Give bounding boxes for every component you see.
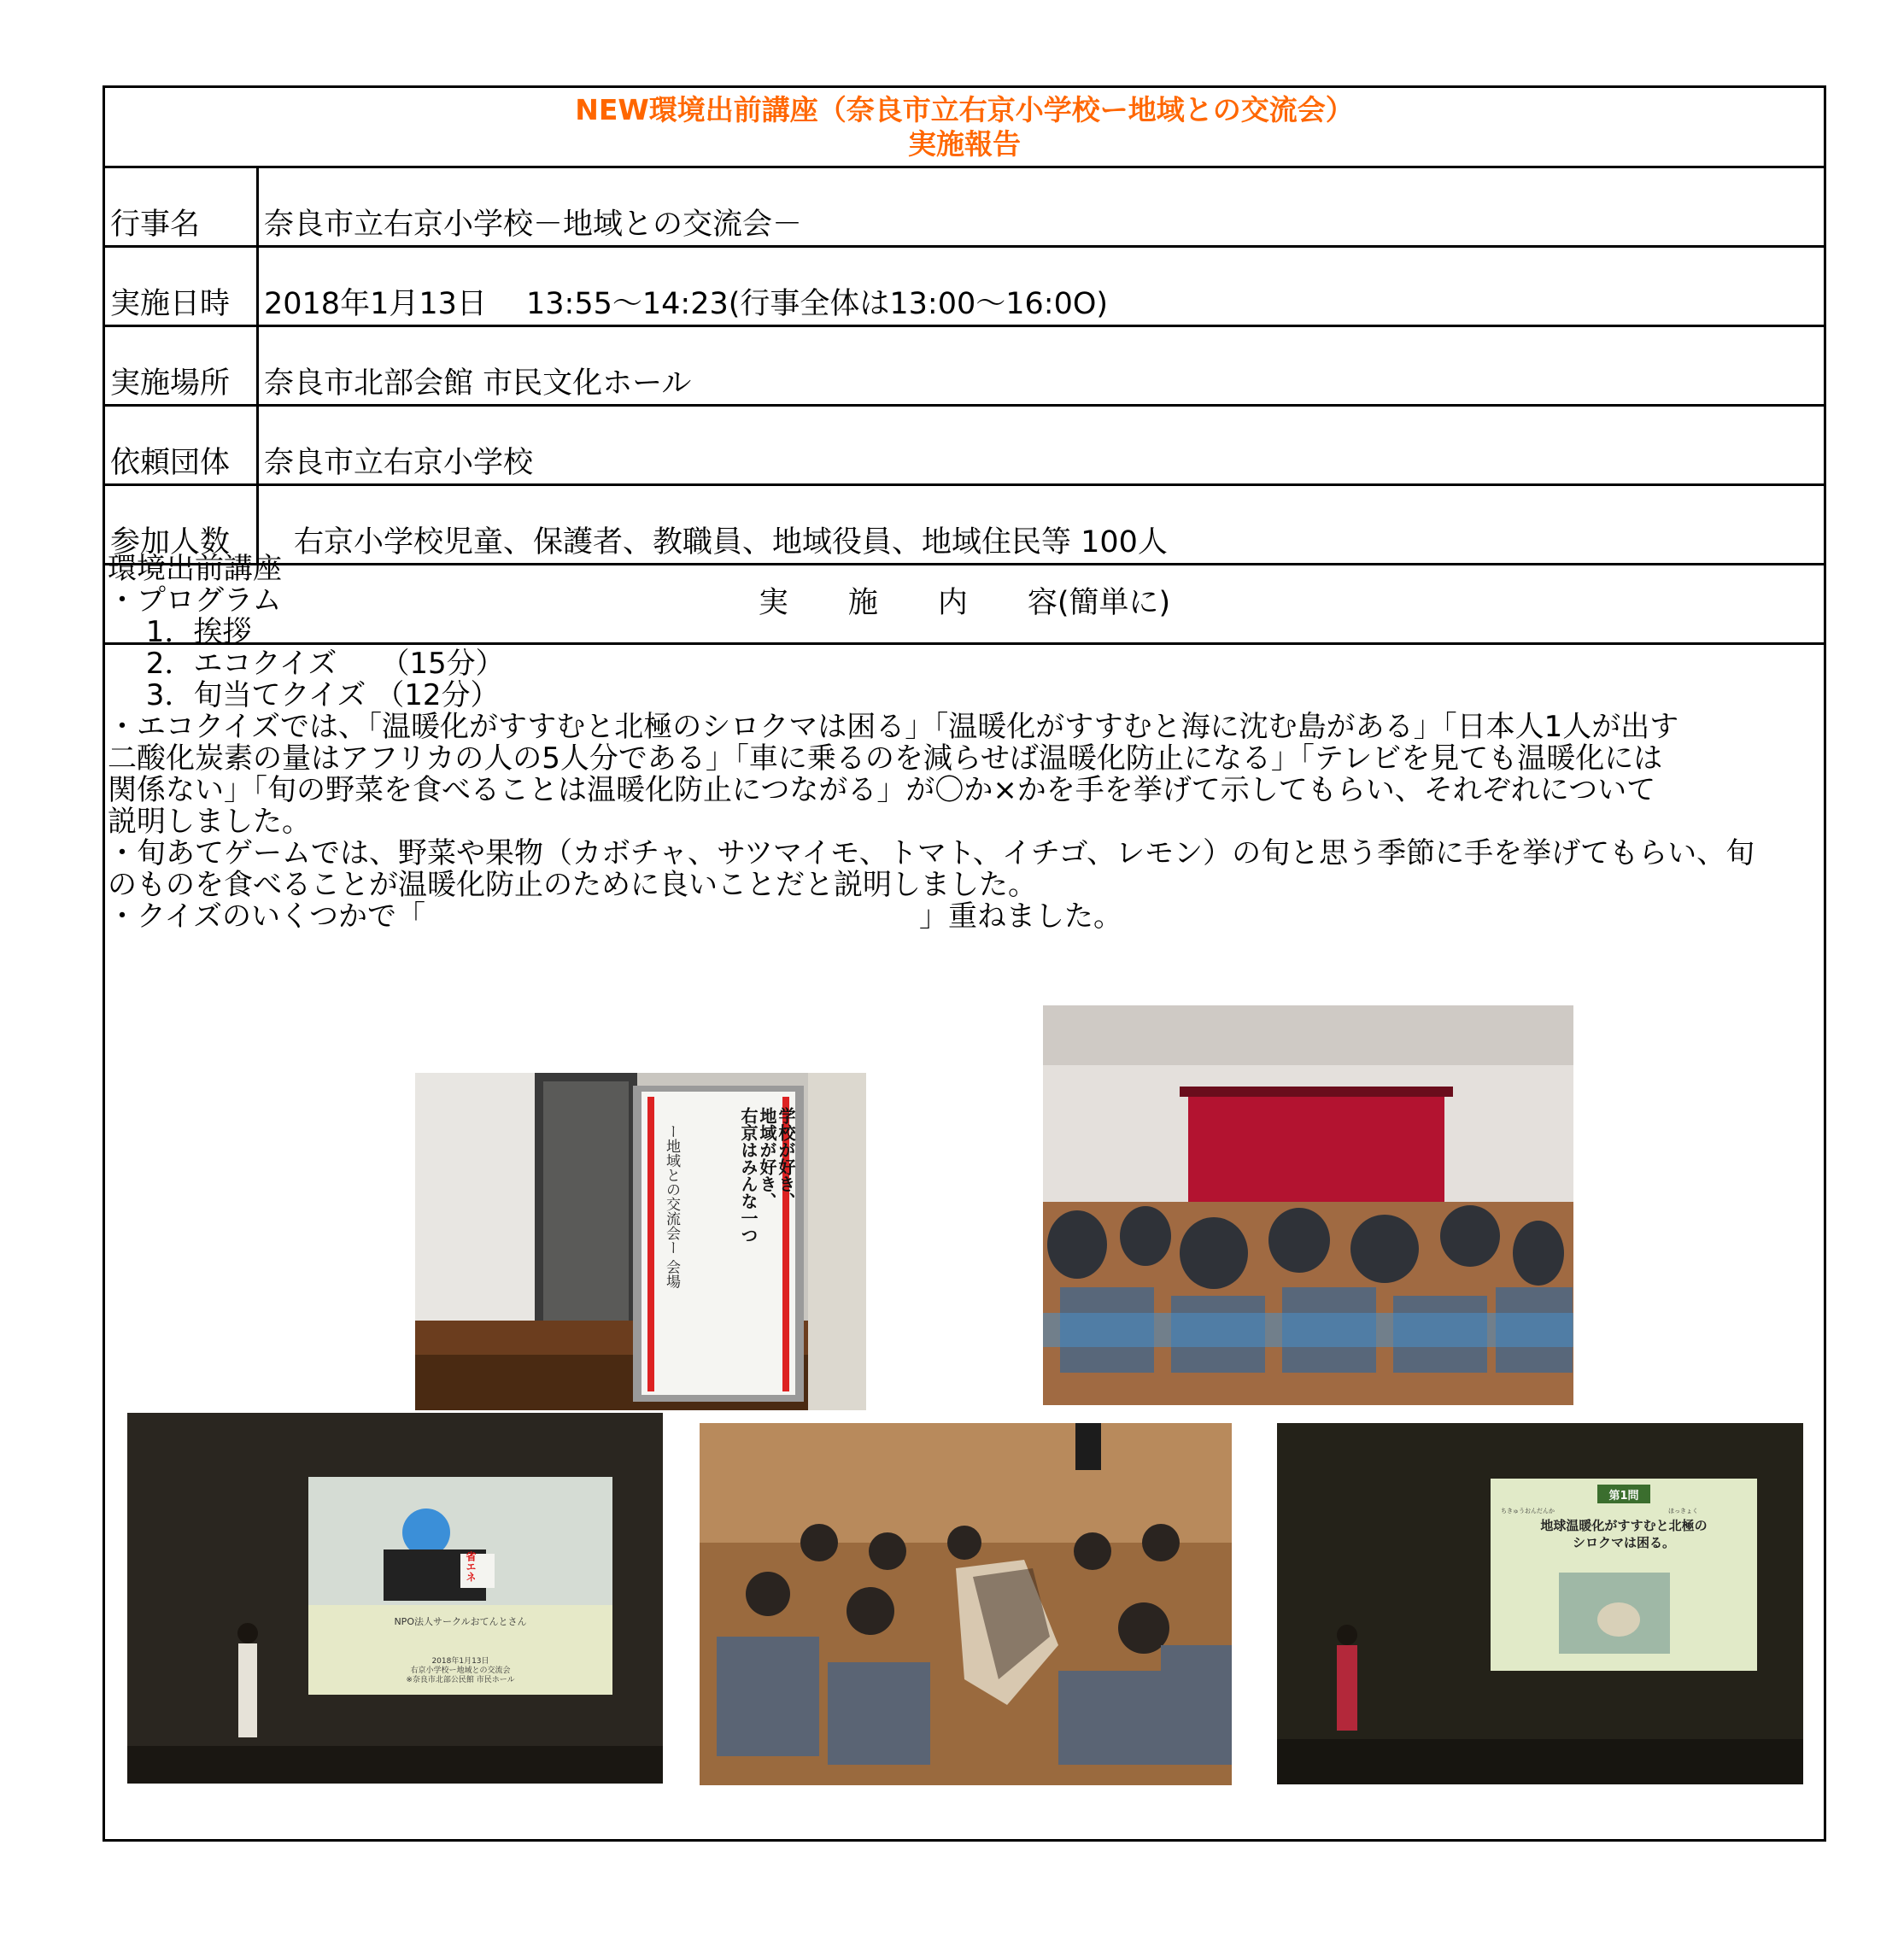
- row-value: 右京小学校児童、保護者、教職員、地域役員、地域住民等 100人: [264, 525, 1168, 559]
- sign-line-2: 地域が好き、: [757, 1107, 777, 1210]
- row-value: 2018年1月13日 13:55～14:23(行事全体は13:00～16:0O): [264, 287, 1109, 321]
- slide2-ruby-1: ちきゅうおんだんか: [1501, 1508, 1555, 1514]
- body-line: 3．旬当てクイズ （12分）: [108, 678, 500, 712]
- sign-line-3: 右京はみんな一つ: [738, 1107, 759, 1244]
- title-line-2: 実施報告: [908, 127, 1021, 161]
- slide2-line-1: 地球温暖化がすすむと北極の: [1540, 1518, 1708, 1533]
- body-line: のものを食べることが温暖化防止のために良いことだと説明しました。: [108, 868, 1037, 902]
- photo-children-activity: [700, 1423, 1232, 1785]
- row-label: 依頼団体: [110, 446, 231, 480]
- photo-quiz-slide: [1277, 1423, 1803, 1784]
- body-line: ・旬あてゲームでは、野菜や果物（カボチャ、サツマイモ、トマト、イチゴ、レモン）の旬と思う季節に手を挙げてもらい、旬: [108, 836, 1755, 870]
- slide1-logo: 省エネ: [465, 1551, 477, 1582]
- slide1-org: NPO法人サークルおてんとさん: [394, 1616, 527, 1627]
- row-value: 奈良市立右京小学校: [264, 446, 534, 480]
- slide2-line-2: シロクマは困る。: [1572, 1535, 1675, 1550]
- body-line: ・エコクイズでは、「温暖化がすすむと北極のシロクマは困る」「温暖化がすすむと海に沈む島がある」「日本人1人が出す: [108, 710, 1679, 744]
- row-requester: [105, 407, 1824, 486]
- body-line: 説明しました。: [108, 805, 311, 839]
- sign-line-4: ー地域との交流会ー: [663, 1124, 680, 1255]
- photo-speaker-slide: [127, 1413, 663, 1784]
- row-label: 参加人数: [110, 525, 231, 559]
- section-header-text: 実 施 内 容(簡単に): [758, 586, 1171, 620]
- title-line-1: NEW環境出前講座（奈良市立右京小学校ー地域との交流会）: [575, 93, 1354, 126]
- slide2-ruby-2: ほっきょく: [1668, 1508, 1698, 1514]
- slide1-date: 2018年1月13日: [431, 1657, 489, 1666]
- photo-entrance-sign: [415, 1073, 866, 1410]
- report-title: [105, 88, 1824, 168]
- slide2-badge: 第1問: [1608, 1490, 1639, 1503]
- body-line: 関係ない」「旬の野菜を食べることは温暖化防止につながる」が〇か×かを手を挙げて示してもらい、それぞれについて: [108, 773, 1656, 807]
- body-line: 2．エコクイズ （15分）: [108, 647, 505, 681]
- sign-line-1: 学校が好き、: [776, 1107, 796, 1210]
- photo-hall-audience: [1043, 1005, 1573, 1405]
- row-value: 奈良市立右京小学校－地域との交流会－: [264, 208, 803, 242]
- slide1-event: 右京小学校ー地域との交流会: [410, 1667, 511, 1675]
- slide1-venue: ※奈良市北部公民館 市民ホール: [406, 1676, 515, 1684]
- body-line: 1．挨拶: [108, 615, 252, 649]
- row-label: 実施日時: [110, 287, 231, 321]
- row-label: 実施場所: [110, 366, 231, 401]
- row-venue: [105, 327, 1824, 407]
- row-event-name: [105, 168, 1824, 248]
- report-body: [108, 554, 1899, 933]
- body-line: ・クイズのいくつかで「 」重ねました。: [108, 899, 1122, 934]
- body-line: ・プログラム: [108, 583, 282, 618]
- body-line: 環境出前講座: [108, 552, 282, 586]
- sign-line-5: 会場: [663, 1259, 680, 1289]
- row-label: 行事名: [110, 208, 201, 242]
- row-date-time: [105, 248, 1824, 327]
- row-value: 奈良市北部会館 市民文化ホール: [264, 366, 692, 401]
- body-line: 二酸化炭素の量はアフリカの人の5人分である」「車に乗るのを減らせば温暖化防止になる」「テレビを見ても温暖化には: [108, 741, 1663, 776]
